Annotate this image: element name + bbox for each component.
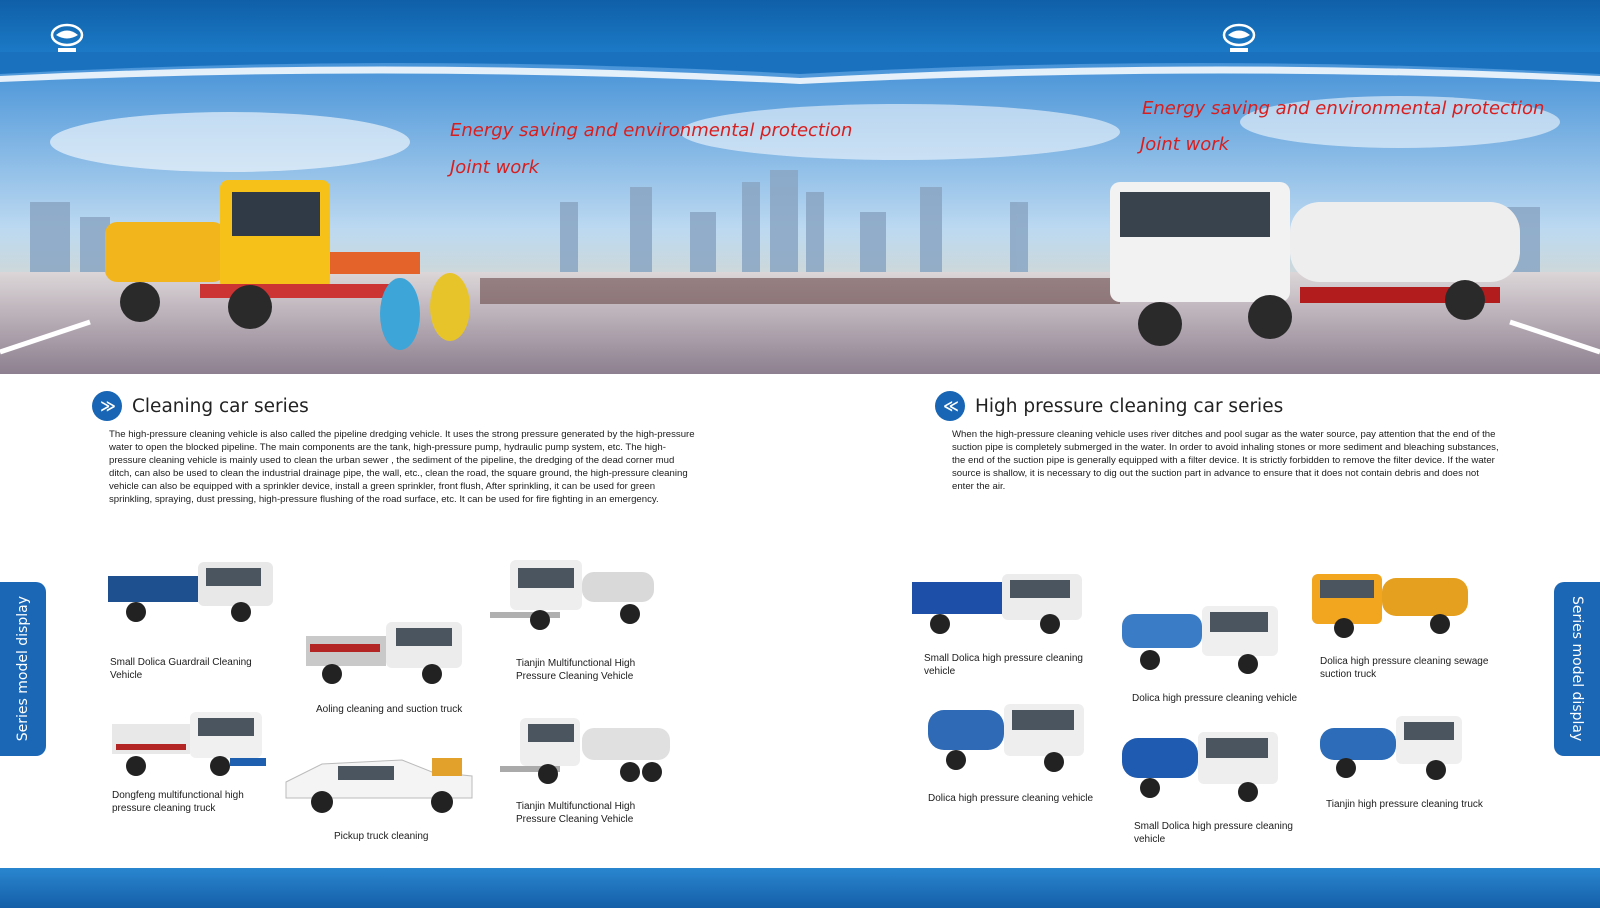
vehicle-caption: Small Dolica high pressure cleaning vehicle — [1134, 821, 1293, 845]
vehicle-caption: Aoling cleaning and suction truck — [316, 704, 463, 715]
vehicle-image — [110, 706, 270, 778]
section-heading-high-pressure — [935, 391, 1283, 421]
vehicle-caption: Dolica high pressure cleaning vehicle — [1132, 693, 1298, 704]
vehicle-image — [500, 712, 675, 786]
vehicle-caption: Small Dolica high pressure cleaning vehicle — [924, 653, 1083, 677]
vehicle-caption: Tianjin Multifunctional High Pressure Cleaning Vehicle — [516, 801, 636, 825]
double-chevron-right-icon: ≫ — [92, 391, 122, 421]
vehicle-caption: Dolica high pressure cleaning sewage suction truck — [1320, 656, 1489, 680]
side-tab-label: Series model display — [15, 596, 31, 742]
vehicle-image — [910, 566, 1090, 636]
section-description: The high-pressure cleaning vehicle is also called the pipeline dredging vehicle. It uses the strong pressure generated by the high-pressure water to open the blocked pipeline. The main components are the tank, high-pressure pump, hydraulic pump system, etc. The high-pressure cleaning vehicle is mainly used to clean the urban sewer , the sediment of the pipeline, the dredging of the dead corner mud ditch, can also be used to clean the industrial drainage pipe, the wall, etc., clean the road, the square ground, the high-pressure cleaning vehicle can also be equipped with a sprinkler device, install a green sprinkler, front flush, After sprinkling, it can be used for green sprinkling, spraying, dust pressing, high-pressure flushing of the road surface, etc. It can be used for fire fighting in an emergency. — [109, 429, 695, 505]
vehicle-caption: Dolica high pressure cleaning vehicle — [928, 793, 1094, 804]
hero-slogan-primary: Energy saving and environmental protection — [1142, 98, 1545, 119]
section-heading-cleaning — [92, 391, 309, 421]
section-description: When the high-pressure cleaning vehicle uses river ditches and pool sugar as the water source, pay attention that the end of the suction pipe is completely submerged in the water. In order to avoid inhaling stones or more sediment and bleaching substances, the end of the suction pipe is generally equipped with a filter device. It is strictly forbidden to remove the filter device. If the water source is shallow, it is necessary to dig out the suction part in advance to ensure that it does not contain debris and does not enter the air. — [952, 429, 1499, 492]
vehicle-image — [1120, 726, 1285, 806]
hero-slogan-primary: Energy saving and environmental protection — [450, 120, 853, 141]
vehicle-caption: Tianjin Multifunctional High Pressure Cleaning Vehicle — [516, 658, 636, 682]
section-title: High pressure cleaning car series — [975, 395, 1284, 417]
company-logo-icon — [1220, 22, 1258, 56]
section-title: Cleaning car series — [132, 395, 309, 417]
vehicle-image — [1318, 710, 1468, 784]
hero-slogan-secondary: Joint work — [450, 157, 540, 178]
vehicle-caption: Tianjin high pressure cleaning truck — [1326, 799, 1483, 810]
vehicle-caption: Pickup truck cleaning — [334, 831, 429, 842]
vehicle-caption: Small Dolica Guardrail Cleaning Vehicle — [110, 657, 252, 681]
vehicle-caption: Dongfeng multifunctional high pressure cleaning truck — [112, 790, 244, 814]
vehicle-image — [926, 698, 1091, 778]
vehicle-image — [1120, 600, 1285, 680]
hero-slogan-secondary: Joint work — [1140, 134, 1230, 155]
double-chevron-left-icon: ≪ — [935, 391, 965, 421]
vehicle-image — [490, 554, 660, 634]
side-tab-series-display[interactable] — [0, 582, 46, 756]
side-tab-series-display[interactable] — [1554, 582, 1600, 756]
bottom-banner-band — [0, 868, 1600, 908]
side-tab-label: Series model display — [1569, 596, 1585, 742]
vehicle-image — [282, 742, 477, 816]
vehicle-image — [1310, 566, 1475, 638]
hero-banner — [0, 52, 1600, 374]
company-logo-icon — [48, 22, 86, 56]
vehicle-image — [304, 614, 469, 686]
vehicle-image — [106, 556, 281, 624]
